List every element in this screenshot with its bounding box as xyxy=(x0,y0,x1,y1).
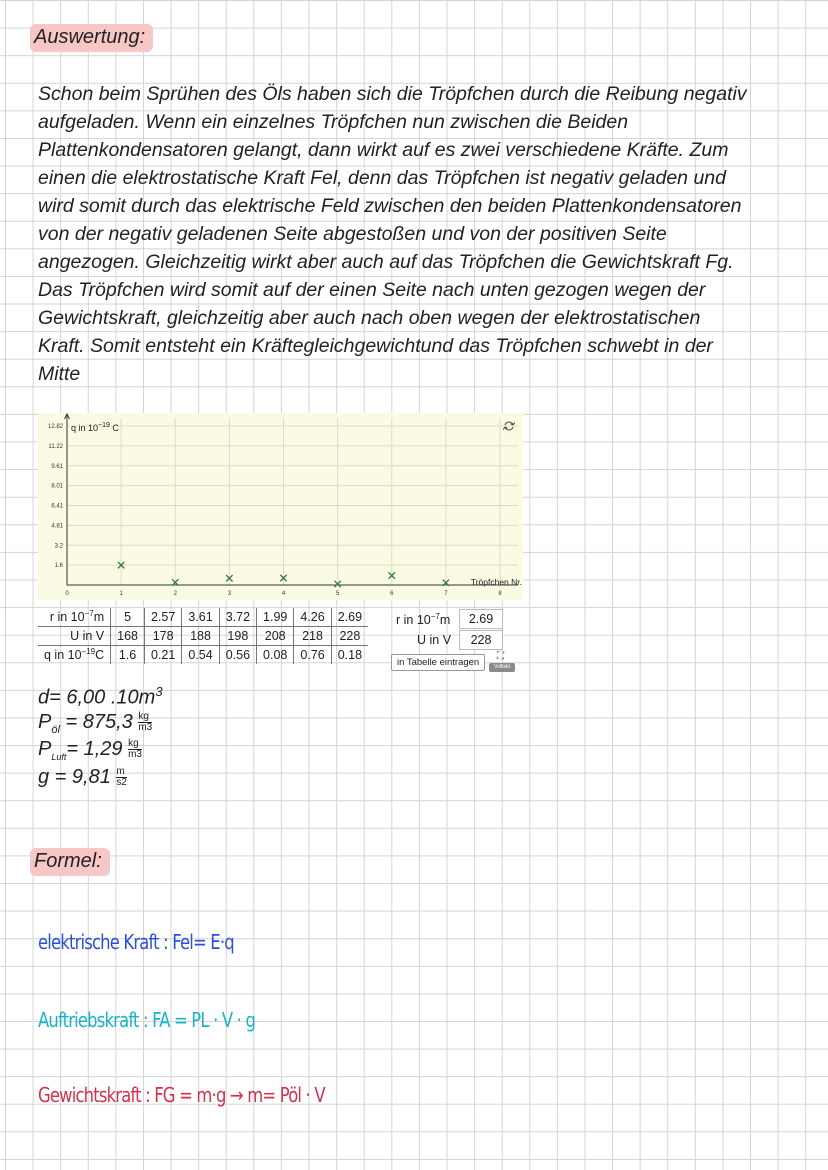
table-cell: 1.99 xyxy=(257,608,294,627)
chart-y-tick-label: 4.81 xyxy=(51,523,63,530)
paragraph-line: Das Tröpfchen wird somit auf der einen Seite nach unten gezogen wegen der xyxy=(38,279,706,301)
chart-y-axis-label: q in $10^{-19}$ C xyxy=(71,422,119,433)
chart-x-tick-label: 1 xyxy=(119,591,123,597)
measurement-table xyxy=(38,608,368,664)
chart-y-tick-label: 3.2 xyxy=(54,543,63,550)
table-cell: 5 xyxy=(111,608,145,627)
chart-y-tick-label: 8.01 xyxy=(51,483,63,490)
table-cell: 2.57 xyxy=(145,608,182,627)
paragraph-line: angezogen. Gleichzeitig wirkt aber auch auf das Tröpfchen die Gewichtskraft Fg. xyxy=(38,251,734,273)
table-cell: 3.72 xyxy=(219,608,256,627)
table-row xyxy=(38,646,368,665)
chart-x-tick-label: 5 xyxy=(335,591,340,597)
formel-heading: Formel: xyxy=(30,848,110,876)
constant-rho-luft: $P_{Luft}= 1,29$ $\frac{kg}{m3}$ xyxy=(38,738,142,762)
chart-x-tick-label: 2 xyxy=(173,591,177,597)
table-cell: 0.21 xyxy=(145,646,182,665)
paragraph-line: Schon beim Sprühen des Öls haben sich die Tröpfchen durch die Reibung negativ xyxy=(38,83,747,105)
paragraph-line: wird somit durch das elektrische Feld zwischen den beiden Plattenkondensatoren xyxy=(38,195,742,217)
table-cell: 1.6 xyxy=(111,646,145,665)
table-cell: 178 xyxy=(145,627,182,646)
auswertung-paragraph xyxy=(38,80,798,388)
chart-grid xyxy=(67,418,518,585)
r-input-label: r in $10^{-7}m$ xyxy=(396,612,451,628)
table-cell: 168 xyxy=(111,627,145,646)
paragraph-line: Plattenkondensatoren gelangt, dann wirkt auf es zwei verschiedene Kräfte. Zum xyxy=(38,139,729,161)
table-cell: 228 xyxy=(331,627,368,646)
table-cell: 0.54 xyxy=(182,646,219,665)
chart-axes xyxy=(65,414,519,585)
paragraph-line: aufgeladen. Wenn ein einzelnes Tröpfchen nun zwischen die Beiden xyxy=(38,111,629,133)
chart-x-tick-label: 6 xyxy=(390,591,394,597)
table-row xyxy=(38,608,368,627)
fullscreen-button[interactable]: Vollbild xyxy=(489,663,515,672)
table-row-label: r in $10^{-7}m$ xyxy=(38,608,111,627)
paragraph-line: Gewichtskraft, gleichzeitig aber auch nach oben wegen der elektrostatischen xyxy=(38,307,701,329)
table-cell: 188 xyxy=(182,627,219,646)
paragraph-line: Mitte xyxy=(38,363,81,385)
table-cell: 0.76 xyxy=(294,646,331,665)
table-cell: 2.69 xyxy=(331,608,368,627)
paragraph-line: von der negativ geladenen Seite abgestoßen und von der positiven Seite xyxy=(38,223,667,245)
table-cell: 0.18 xyxy=(331,646,368,665)
chart-ticks xyxy=(48,424,502,597)
fullscreen-icon[interactable]: ⛶ xyxy=(497,651,504,662)
formula-buoyancy-force: Auftriebskraft : FA = PL · V · g xyxy=(38,1008,256,1032)
table-cell: 4.26 xyxy=(294,608,331,627)
table-cell: 0.56 xyxy=(219,646,256,665)
chart-y-tick-label: 11.22 xyxy=(48,443,63,450)
table-cell: 218 xyxy=(294,627,331,646)
paragraph-line: einen die elektrostatische Kraft Fel, denn das Tröpfchen ist negativ geladen und xyxy=(38,167,726,189)
charge-scatter-chart[interactable] xyxy=(38,413,523,600)
constant-g: g = 9,81 $\frac{m}{s2}$ xyxy=(38,766,127,789)
chart-y-tick-label: 9.61 xyxy=(51,463,63,470)
table-cell: 198 xyxy=(219,627,256,646)
table-cell: 208 xyxy=(257,627,294,646)
chart-x-tick-label: 8 xyxy=(498,591,502,597)
table-cell: 0.08 xyxy=(257,646,294,665)
chart-x-axis-label: Tröpfchen Nr. xyxy=(470,577,522,587)
chart-svg xyxy=(38,413,523,600)
u-input-label: U in V xyxy=(417,633,452,647)
table-row-label: q in $10^{-19}C$ xyxy=(44,647,105,663)
formula-electric-force: elektrische Kraft : Fel= E·q xyxy=(38,930,234,954)
chart-x-tick-label: 0 xyxy=(65,591,69,597)
table-cell: 3.61 xyxy=(182,608,219,627)
chart-y-tick-label: 6.41 xyxy=(51,503,63,510)
r-input-field[interactable]: 2.69 xyxy=(459,609,503,629)
formula-weight-force: Gewichtskraft : FG = m·g → m= Pöl · V xyxy=(38,1083,325,1107)
add-to-table-button[interactable]: in Tabelle eintragen xyxy=(391,654,485,671)
constant-rho-oel: $P_{öl} = 875,3$ $\frac{kg}{m3}$ xyxy=(38,711,153,736)
chart-y-tick-label: 12.82 xyxy=(47,424,63,430)
chart-x-tick-label: 4 xyxy=(281,591,286,597)
table-row xyxy=(38,627,368,646)
paragraph-line: Kraft. Somit entsteht ein Kräftegleichgewichtund das Tröpfchen schwebt in der xyxy=(38,335,713,357)
u-input-field[interactable]: 228 xyxy=(459,630,503,650)
constant-d: d= 6,00 $.10m^3$ xyxy=(38,684,163,709)
chart-y-tick-label: 1.6 xyxy=(54,563,63,570)
table-row-label: U in V xyxy=(38,627,111,646)
chart-x-tick-label: 3 xyxy=(227,591,232,597)
auswertung-heading: Auswertung: xyxy=(30,24,153,52)
chart-x-tick-label: 7 xyxy=(444,591,448,597)
